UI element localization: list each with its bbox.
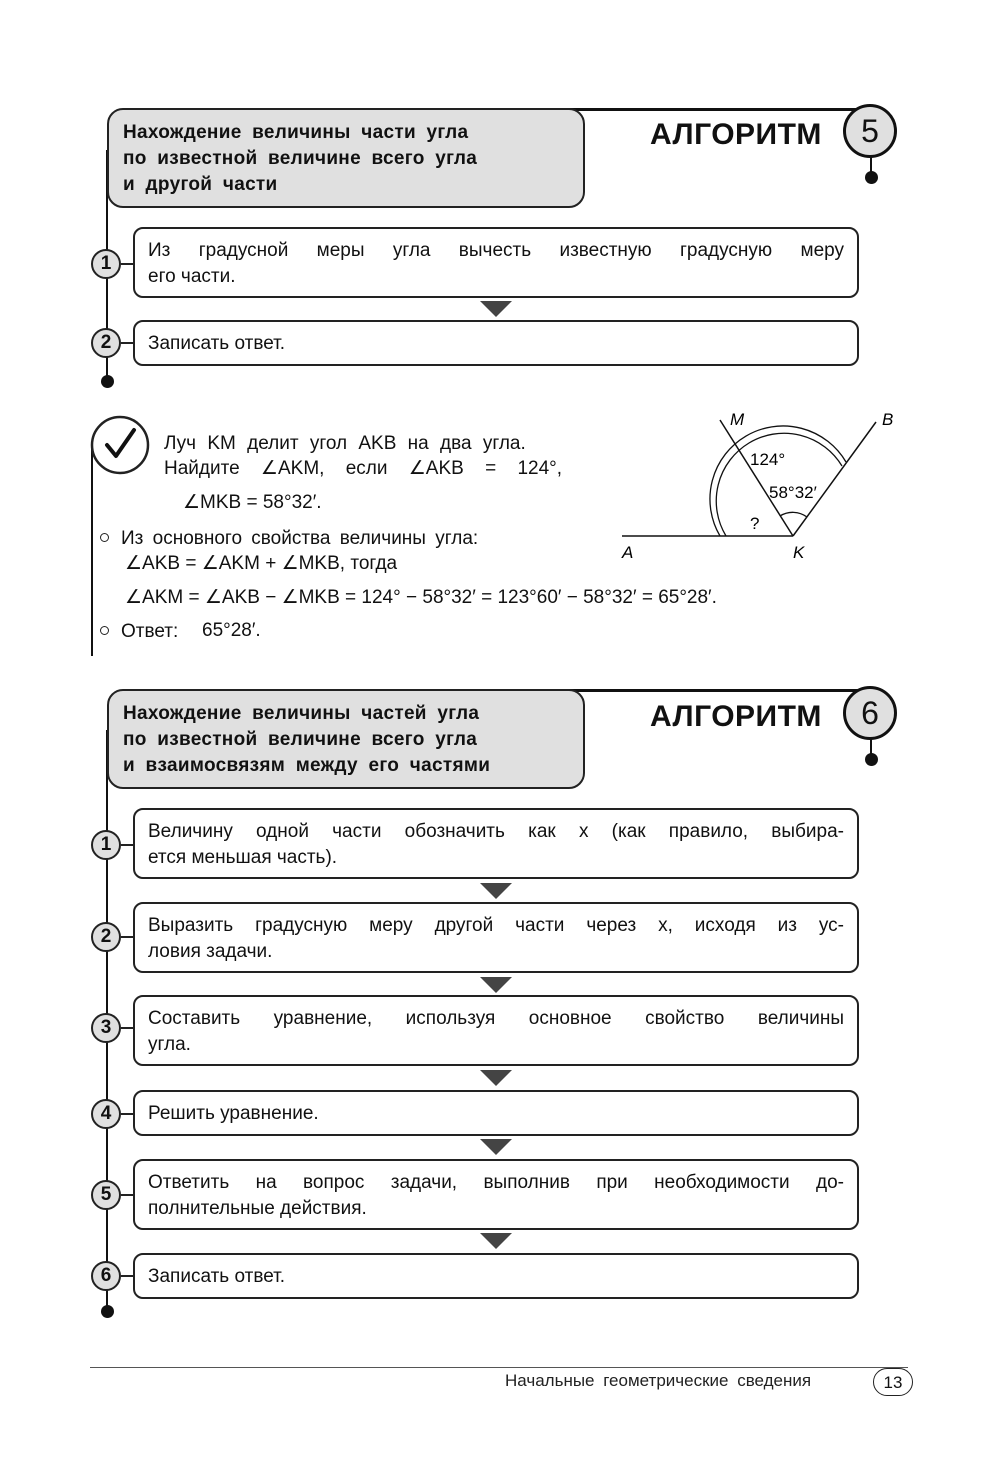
footer-rule	[90, 1367, 908, 1368]
step-number: 4	[91, 1099, 121, 1129]
bullet-icon	[100, 533, 109, 542]
title-line: и другой части	[123, 174, 278, 195]
down-arrow-icon	[480, 977, 512, 993]
step-text: Из градусной меры угла вычесть известную градусную меру	[148, 240, 844, 261]
algorithm-title	[107, 689, 585, 789]
label-b: B	[882, 410, 894, 429]
down-arrow-icon	[480, 883, 512, 899]
answer-value: 65°28′.	[202, 620, 261, 641]
footer-section-title: Начальные геометрические сведения	[505, 1371, 812, 1390]
algorithm-number: 5	[843, 104, 897, 158]
step-box	[133, 1253, 859, 1299]
ray-kb	[793, 422, 876, 536]
step-text: Величину одной части обозначить как x (как правило, выбира-	[148, 821, 844, 842]
spine-end-dot	[101, 375, 114, 388]
step-number: 1	[91, 830, 121, 860]
solution-text: ∠AKB = ∠AKM + ∠MKB, тогда	[125, 553, 398, 574]
step-number: 5	[91, 1180, 121, 1210]
step-text: Выразить градусную меру другой части через x, исходя из ус-	[148, 915, 844, 936]
header-rule	[560, 108, 870, 111]
algorithm-title	[107, 108, 585, 208]
down-arrow-icon	[480, 301, 512, 317]
title-line: по известной величине всего угла	[123, 148, 478, 169]
angle-figure	[610, 400, 910, 570]
header-rule	[560, 689, 870, 692]
title-line: и взаимосвязям между его частями	[123, 755, 491, 776]
algorithm-label: АЛГОРИТМ	[650, 118, 822, 151]
step-box	[133, 1090, 859, 1136]
arc-part	[780, 512, 807, 517]
page-number: 13	[873, 1368, 913, 1396]
step-text: Решить уравнение.	[148, 1103, 319, 1124]
label-m: M	[730, 410, 745, 429]
title-line: по известной величине всего угла	[123, 729, 478, 750]
step-text: Составить уравнение, используя основное свойство величины	[148, 1008, 844, 1029]
problem-text: Найдите ∠AKM, если ∠AKB = 124°,	[164, 458, 563, 479]
step-number: 2	[91, 328, 121, 358]
label-a: A	[622, 543, 634, 562]
step-box	[133, 1159, 859, 1230]
step-text: Ответить на вопрос задачи, выполнив при необходимости до-	[148, 1172, 844, 1193]
step-number: 2	[91, 922, 121, 952]
number-stem-dot	[865, 753, 878, 766]
step-text: ется меньшая часть).	[148, 847, 338, 868]
step-number: 6	[91, 1261, 121, 1291]
answer-label: Ответ:	[121, 621, 179, 642]
down-arrow-icon	[480, 1139, 512, 1155]
step-box	[133, 808, 859, 879]
down-arrow-icon	[480, 1233, 512, 1249]
title-line: Нахождение величины частей угла	[123, 703, 480, 724]
step-text: Записать ответ.	[148, 1266, 286, 1287]
checkmark-icon	[89, 414, 151, 476]
algorithm-number: 6	[843, 686, 897, 740]
label-k: K	[793, 543, 805, 562]
step-number: 3	[91, 1013, 121, 1043]
step-number: 1	[91, 249, 121, 279]
step-box	[133, 320, 859, 366]
step-box	[133, 227, 859, 298]
step-text: угла.	[148, 1034, 191, 1055]
step-text: Записать ответ.	[148, 333, 286, 354]
angle-label-part: 58°32′	[769, 483, 817, 502]
bullet-icon	[100, 626, 109, 635]
step-box	[133, 902, 859, 973]
problem-text: ∠MKB = 58°32′.	[183, 492, 322, 513]
solution-text: ∠AKM = ∠AKB − ∠MKB = 124° − 58°32′ = 123°60′ − 58°32′ = 65°28′.	[125, 587, 717, 608]
step-box	[133, 995, 859, 1066]
problem-text: Луч KM делит угол AKB на два угла.	[164, 433, 526, 454]
solution-text: Из основного свойства величины угла:	[121, 528, 479, 549]
down-arrow-icon	[480, 1070, 512, 1086]
title-line: Нахождение величины части угла	[123, 122, 469, 143]
angle-label-whole: 124°	[750, 450, 786, 469]
step-text: его части.	[148, 266, 236, 287]
arc-whole	[710, 426, 846, 536]
step-text: полнительные действия.	[148, 1198, 367, 1219]
spine-end-dot	[101, 1305, 114, 1318]
step-text: ловия задачи.	[148, 941, 273, 962]
algorithm-label: АЛГОРИТМ	[650, 700, 822, 733]
number-stem-dot	[865, 171, 878, 184]
angle-label-unknown: ?	[750, 514, 760, 533]
